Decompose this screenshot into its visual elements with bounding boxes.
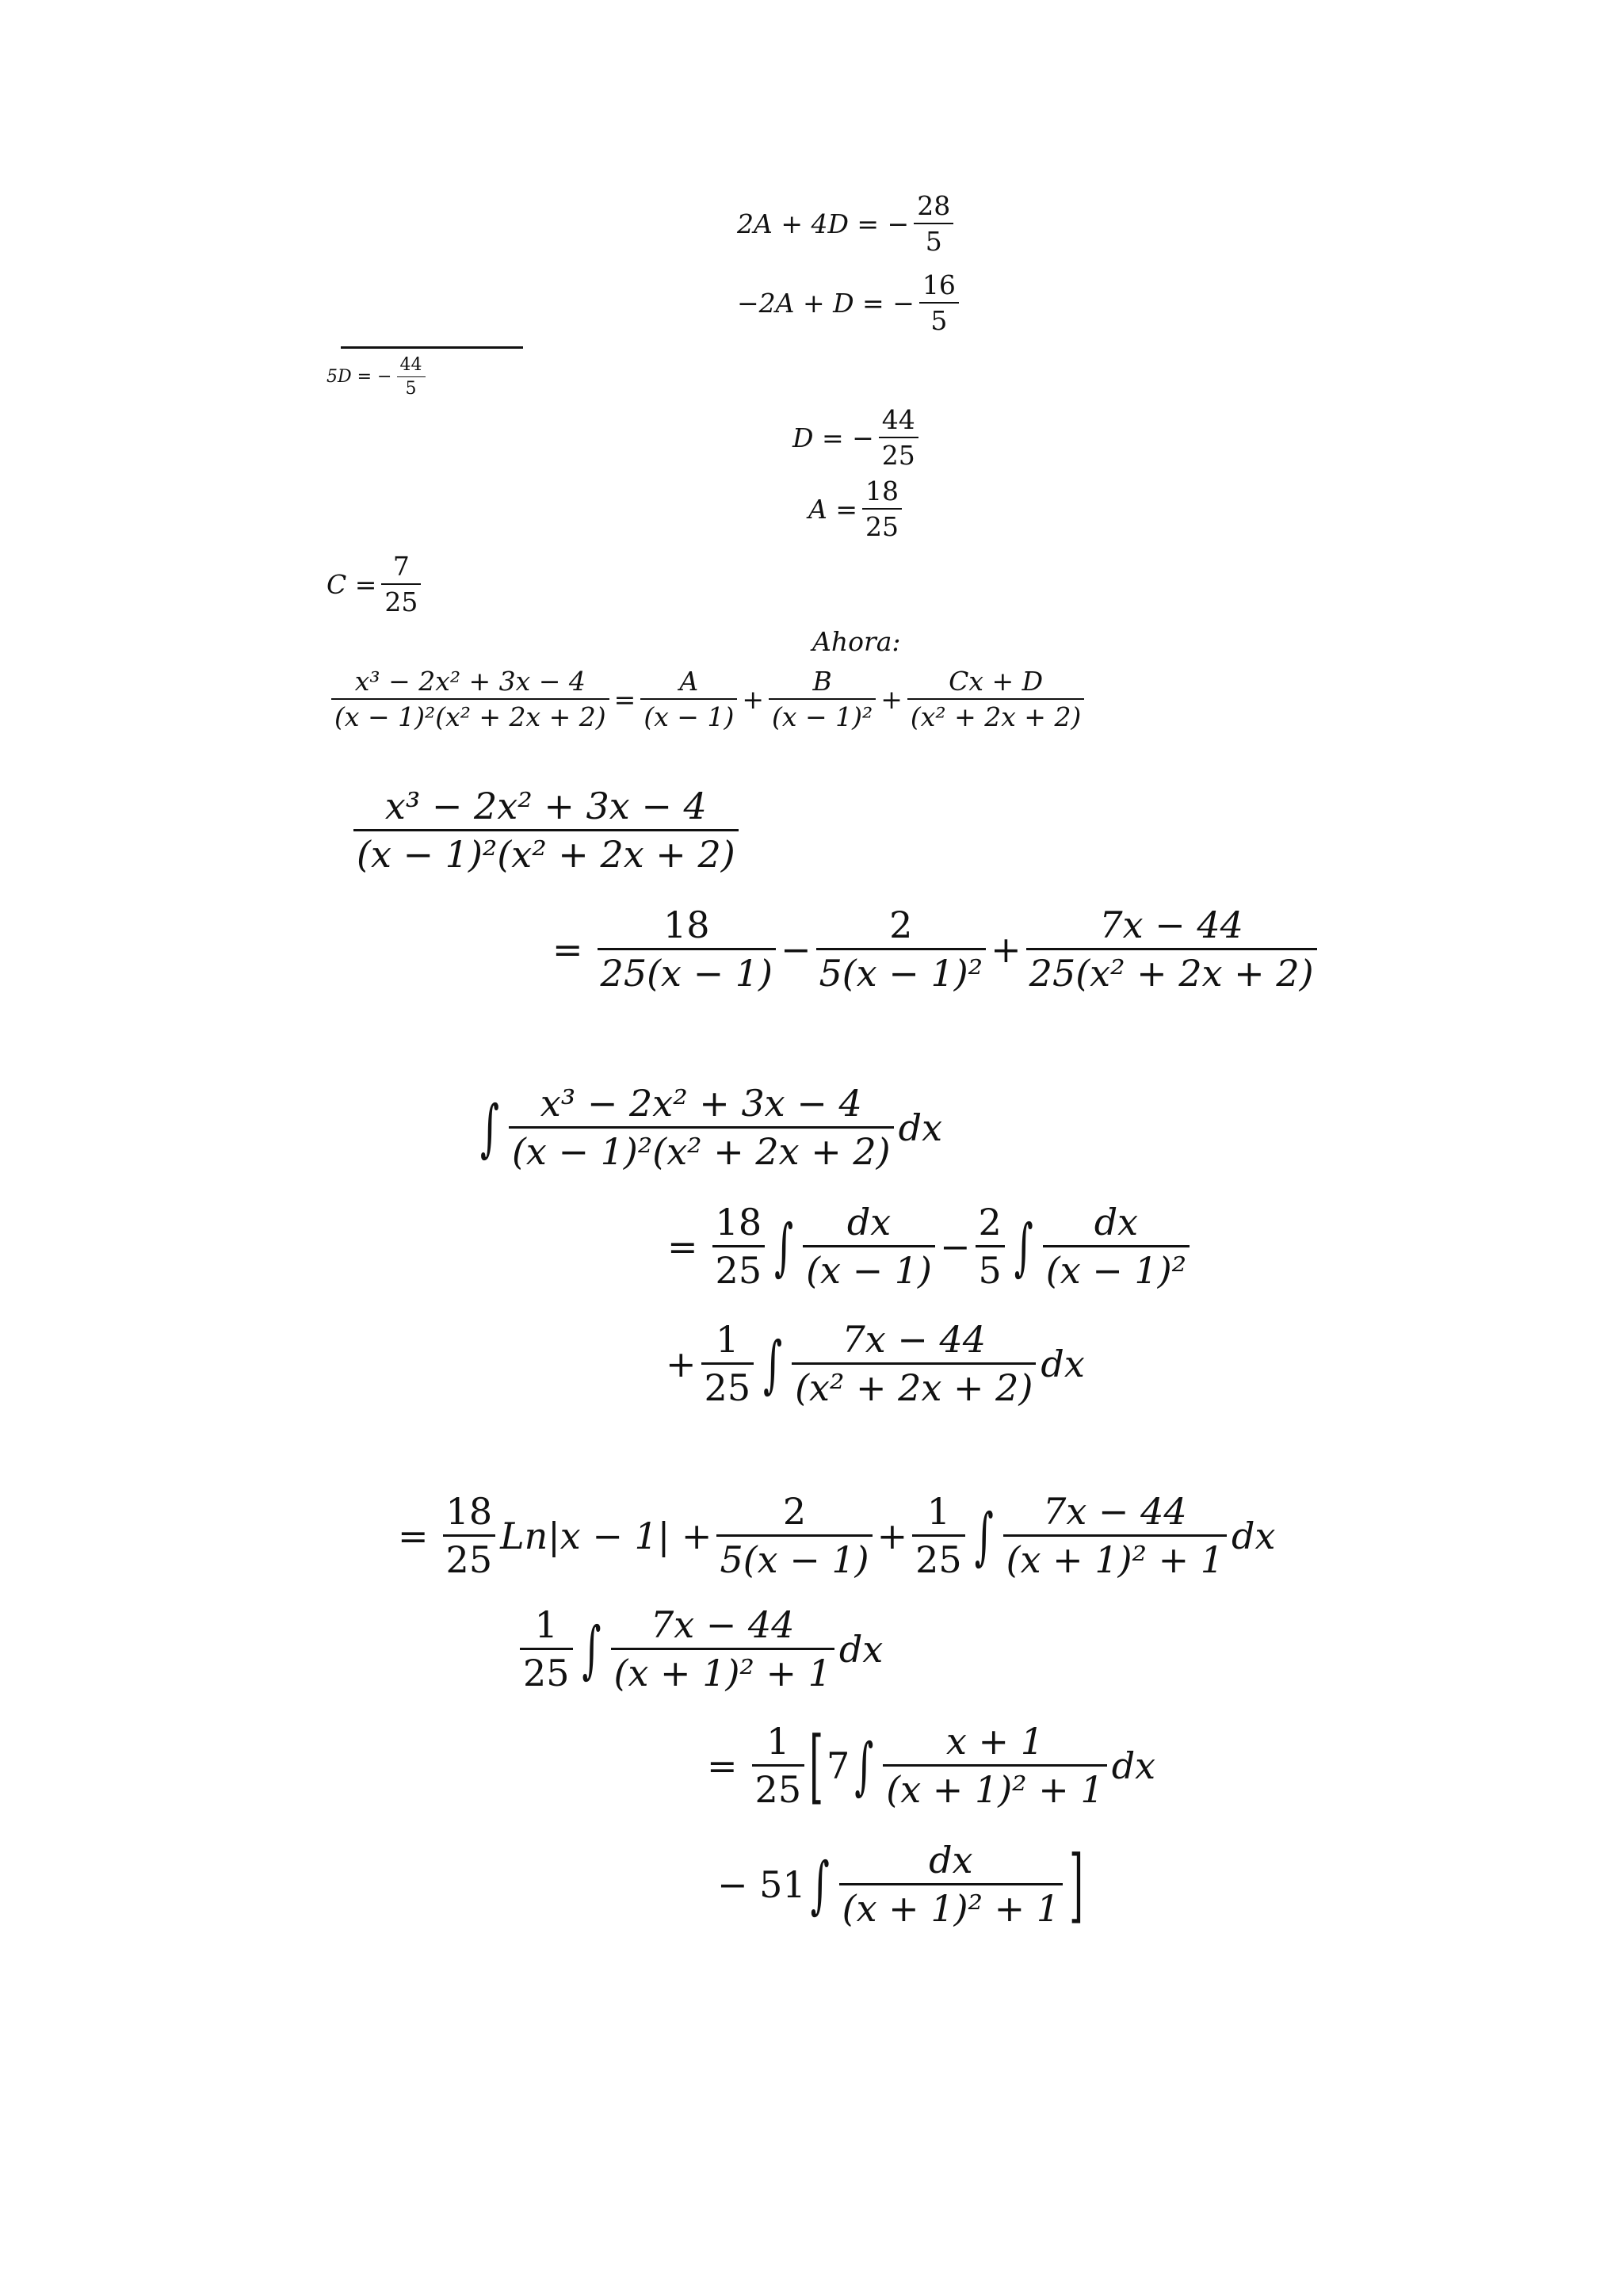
setup-integrand-3-denominator: (x² + 2x + 2) bbox=[795, 1366, 1033, 1409]
integral-setup-line2: = $\frac{18}{25}$ ∫ $\frac{dx}{(x - 1)}$ − $\frac{2}{5}$ ∫ $\frac{dx}{\text{(x − 1)²}}$ bbox=[658, 1201, 1194, 1292]
setup-lhs-denominator: (x − 1)²(x² + 2x + 2) bbox=[511, 1130, 891, 1173]
sub-coef bbox=[520, 1603, 573, 1694]
values-term-2 bbox=[816, 904, 987, 995]
integral-sign: ∫ bbox=[974, 1499, 994, 1572]
result-integrand-denominator: (x + 1)² + 1 bbox=[1006, 1538, 1224, 1581]
setup-integrand-2-numerator: dx bbox=[1094, 1201, 1139, 1244]
eq3-fraction bbox=[397, 355, 426, 399]
integral-setup-lhs bbox=[475, 1082, 942, 1173]
split-line-1: = $\frac{1}{25}$ [ 7 ∫ $\frac{x + 1}{\text{(x + 1)² + 1}}$ dx bbox=[707, 1718, 1156, 1813]
eqd-numerator: 44 bbox=[881, 404, 915, 435]
integral-sign: ∫ bbox=[810, 1847, 830, 1921]
eq3-denominator: 5 bbox=[405, 379, 417, 399]
eqd-denominator: 25 bbox=[881, 440, 915, 471]
setup-coef-1-denominator: 25 bbox=[715, 1249, 762, 1292]
equation-2a-4d bbox=[737, 190, 958, 257]
values-lhs-numerator: x³ − 2x² + 3x − 4 bbox=[384, 785, 707, 827]
integral-sign: ∫ bbox=[763, 1327, 783, 1400]
eq3-lhs: 5D = − bbox=[327, 367, 392, 387]
split-integrand-1-numerator: x + 1 bbox=[945, 1720, 1044, 1763]
setup-integrand-3 bbox=[792, 1318, 1036, 1409]
result-coef-1-denominator: 25 bbox=[445, 1538, 493, 1581]
ahora-label: Ahora: bbox=[812, 626, 901, 657]
eq3-numerator: 44 bbox=[399, 355, 422, 375]
setup-lhs-fraction bbox=[509, 1082, 894, 1173]
setup-integrand-1 bbox=[803, 1201, 935, 1292]
eq2-fraction bbox=[919, 269, 959, 336]
result-integrand-numerator: 7x − 44 bbox=[1043, 1490, 1187, 1533]
integral-sign: ∫ bbox=[774, 1209, 794, 1283]
setup-coef-1-numerator: 18 bbox=[715, 1201, 762, 1244]
result-integrand bbox=[1003, 1490, 1227, 1581]
eqc-fraction bbox=[381, 551, 421, 617]
split-coef-denominator: 25 bbox=[754, 1768, 802, 1811]
split-integrand-2 bbox=[839, 1839, 1063, 1930]
partial-values-lhs bbox=[349, 785, 743, 876]
general-term-a bbox=[640, 666, 737, 732]
result-term-2-denominator: 5(x − 1) bbox=[720, 1538, 869, 1581]
result-coef-3 bbox=[912, 1490, 965, 1581]
sub-coef-denominator: 25 bbox=[523, 1652, 570, 1694]
result-term-2 bbox=[716, 1490, 872, 1581]
eq1-fraction bbox=[914, 190, 953, 257]
split-integrand-1 bbox=[883, 1720, 1106, 1811]
result-coef-3-denominator: 25 bbox=[915, 1538, 962, 1581]
eq2-numerator: 16 bbox=[922, 269, 956, 300]
general-term-a-denominator: (x − 1) bbox=[643, 701, 735, 732]
eq2-denominator: 5 bbox=[930, 305, 948, 336]
setup-integrand-2 bbox=[1043, 1201, 1190, 1292]
values-lhs-denominator: (x − 1)²(x² + 2x + 2) bbox=[357, 833, 735, 876]
eq1-denominator: 5 bbox=[925, 226, 942, 257]
setup-coef-2 bbox=[976, 1201, 1005, 1292]
general-lhs-denominator: (x − 1)²(x² + 2x + 2) bbox=[334, 701, 606, 732]
split-coef-7: 7 bbox=[827, 1744, 850, 1787]
split-dx: dx bbox=[1111, 1744, 1156, 1787]
equation-c bbox=[327, 551, 426, 617]
setup-integrand-2-denominator: (x − 1)² bbox=[1045, 1249, 1187, 1292]
sum-rule bbox=[341, 346, 523, 349]
setup-coef-3-numerator: 1 bbox=[716, 1318, 739, 1361]
sub-integrand bbox=[611, 1603, 834, 1694]
eqa-denominator: 25 bbox=[865, 511, 899, 542]
setup-coef-1 bbox=[712, 1201, 766, 1292]
partial-fraction-general: $\frac{\text{x³ − 2x² + 3x − 4}}{\text{(x − 1)²(x² + 2x + 2)}}$ = $\frac{A}{(x - 1)}$ + $\frac{B}{\text{(x − 1)²}}$ + $\frac{Cx + D}{\text{(x² + 2x + 2)}}$ bbox=[327, 666, 1089, 732]
setup-integrand-1-numerator: dx bbox=[846, 1201, 892, 1244]
setup-line3-dx: dx bbox=[1041, 1342, 1085, 1385]
split-integrand-2-numerator: dx bbox=[929, 1839, 973, 1881]
eqa-numerator: 18 bbox=[865, 476, 899, 506]
setup-coef-3 bbox=[701, 1318, 754, 1409]
integral-setup-line3: + $\frac{1}{25}$ ∫ $\frac{7x - 44}{\text{(x² + 2x + 2)}}$ dx bbox=[666, 1318, 1085, 1409]
setup-coef-2-denominator: 5 bbox=[978, 1249, 1002, 1292]
general-term-b-denominator: (x − 1)² bbox=[771, 701, 873, 732]
partial-values-rhs: = $\frac{18}{25(x - 1)}$ − $\frac{2}{\text{5(x − 1)²}}$ + $\frac{7x - 44}{\text{25(x² + 2x + 2)}}$ bbox=[543, 904, 1322, 995]
result-coef-1-numerator: 18 bbox=[445, 1490, 493, 1533]
values-term-3-numerator: 7x − 44 bbox=[1099, 904, 1243, 946]
result-ln-term: Ln|x − 1| + bbox=[500, 1514, 712, 1557]
right-bracket: ] bbox=[1069, 1837, 1084, 1931]
eq2-lhs: −2A + D = − bbox=[737, 287, 915, 319]
values-term-3 bbox=[1026, 904, 1317, 995]
eqd-lhs: D = − bbox=[792, 422, 874, 453]
general-lhs-numerator: x³ − 2x² + 3x − 4 bbox=[354, 666, 586, 697]
integral-sign: ∫ bbox=[582, 1612, 601, 1686]
split-minus-51: − 51 bbox=[717, 1862, 806, 1906]
setup-coef-2-numerator: 2 bbox=[978, 1201, 1002, 1244]
values-term-2-denominator: 5(x − 1)² bbox=[819, 952, 983, 995]
left-bracket: [ bbox=[809, 1718, 824, 1813]
values-term-1 bbox=[598, 904, 776, 995]
split-integrand-1-denominator: (x + 1)² + 1 bbox=[886, 1768, 1104, 1811]
values-lhs-fraction bbox=[353, 785, 739, 876]
result-coef-1 bbox=[443, 1490, 496, 1581]
general-term-cd bbox=[907, 666, 1084, 732]
split-integrand-2-denominator: (x + 1)² + 1 bbox=[842, 1887, 1060, 1930]
general-lhs-fraction bbox=[331, 666, 609, 732]
split-coef-numerator: 1 bbox=[766, 1720, 790, 1763]
values-term-1-denominator: 25(x − 1) bbox=[600, 952, 773, 995]
eqa-lhs: A = bbox=[808, 493, 857, 525]
eqd-fraction bbox=[879, 404, 918, 471]
setup-integrand-1-denominator: (x − 1) bbox=[806, 1249, 932, 1292]
sub-coef-numerator: 1 bbox=[534, 1603, 558, 1646]
split-coef bbox=[752, 1720, 805, 1811]
sub-integrand-denominator: (x + 1)² + 1 bbox=[613, 1652, 831, 1694]
result-line: = $\frac{18}{25}$ Ln|x − 1| + $\frac{2}{5(x - 1)}$ + $\frac{1}{25}$ ∫ $\frac{7x - 44}{\text{(x + 1)² + 1}}$ dx bbox=[398, 1490, 1276, 1581]
equation-a bbox=[808, 476, 907, 542]
integral-sign: ∫ bbox=[1014, 1209, 1033, 1283]
sub-dx: dx bbox=[838, 1627, 884, 1671]
values-term-2-numerator: 2 bbox=[889, 904, 913, 946]
sub-integral-line bbox=[515, 1603, 883, 1694]
general-term-b bbox=[769, 666, 876, 732]
eq1-lhs: 2A + 4D = − bbox=[737, 208, 910, 239]
setup-lhs-numerator: x³ − 2x² + 3x − 4 bbox=[540, 1082, 862, 1125]
sub-integrand-numerator: 7x − 44 bbox=[650, 1603, 795, 1646]
setup-integrand-3-numerator: 7x − 44 bbox=[842, 1318, 986, 1361]
result-coef-3-numerator: 1 bbox=[926, 1490, 951, 1533]
general-term-a-numerator: A bbox=[679, 666, 699, 697]
values-term-3-denominator: 25(x² + 2x + 2) bbox=[1029, 952, 1314, 995]
eqc-lhs: C = bbox=[327, 568, 377, 600]
values-term-1-numerator: 18 bbox=[663, 904, 710, 946]
eq1-numerator: 28 bbox=[917, 190, 951, 221]
split-line-2 bbox=[717, 1839, 1083, 1930]
equation-neg2a-d bbox=[737, 269, 964, 336]
equation-d bbox=[792, 404, 923, 471]
general-term-cd-numerator: Cx + D bbox=[949, 666, 1044, 697]
eqc-numerator: 7 bbox=[392, 551, 410, 582]
integral-sign: ∫ bbox=[854, 1729, 874, 1802]
general-term-cd-denominator: (x² + 2x + 2) bbox=[910, 701, 1082, 732]
eqc-denominator: 25 bbox=[384, 586, 418, 617]
general-term-b-numerator: B bbox=[812, 666, 832, 697]
result-dx: dx bbox=[1232, 1514, 1276, 1557]
eqa-fraction bbox=[862, 476, 902, 542]
setup-lhs-dx: dx bbox=[898, 1106, 943, 1149]
setup-coef-3-denominator: 25 bbox=[704, 1366, 751, 1409]
integral-sign: ∫ bbox=[480, 1091, 499, 1164]
equation-5d bbox=[327, 355, 430, 399]
result-term-2-numerator: 2 bbox=[782, 1490, 807, 1533]
